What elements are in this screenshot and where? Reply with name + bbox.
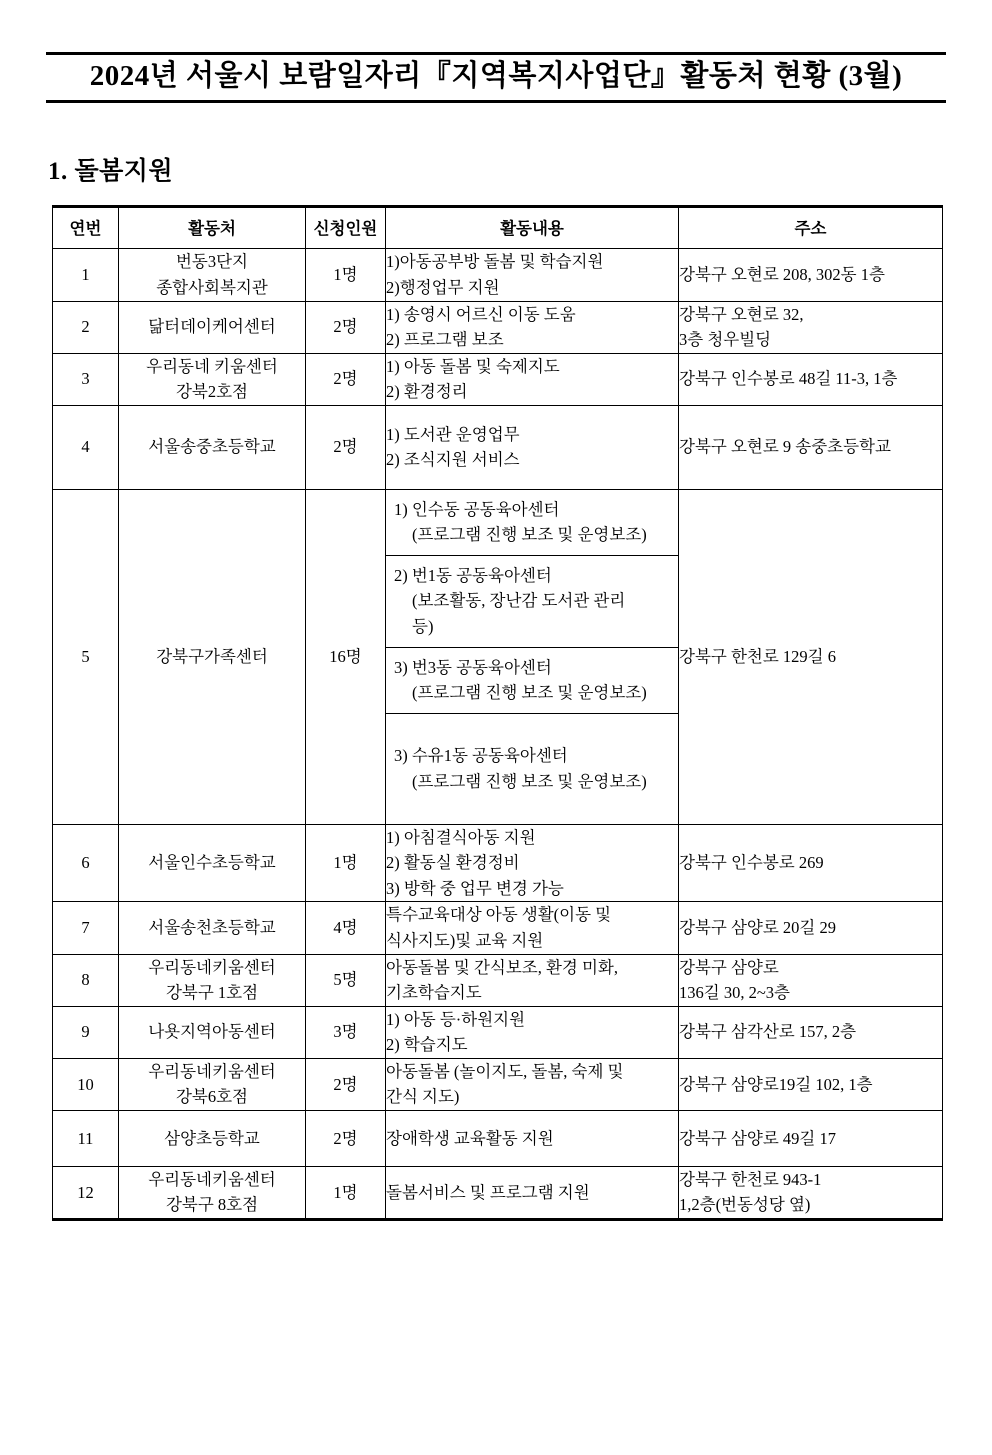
address-line: 강북구 삼양로19길 102, 1층 [679,1074,873,1094]
activity-line: 2) 번1동 공동육아센터 [394,565,552,585]
activity-line: 돌봄서비스 및 프로그램 지원 [386,1182,590,1202]
cell-address [679,1058,943,1110]
address-line: 강북구 삼양로 [679,957,779,977]
cell-site [119,824,306,902]
activity-line: (프로그램 진행 보조 및 운영보조) [412,683,647,703]
activity-subcell-body [386,647,678,713]
cell-no: 1 [53,249,119,301]
activity-subcell-table [386,490,678,824]
cell-count: 16명 [306,489,386,824]
cell-no: 10 [53,1058,119,1110]
activity-line: 등) [412,617,434,636]
table-row [53,1058,943,1110]
site-line: 우리동네키움센터 [148,957,276,977]
cell-address [679,1006,943,1058]
cell-activity [386,353,679,405]
site-line: 서울인수초등학교 [148,853,276,873]
cell-address [679,249,943,301]
cell-activity-group [386,489,679,824]
activity-subcell [386,490,678,556]
cell-count: 2명 [306,301,386,353]
table-row [53,405,943,489]
cell-site [119,1058,306,1110]
cell-count: 1명 [306,249,386,301]
cell-site [119,249,306,301]
site-line: 강북구가족센터 [156,646,268,666]
table-row [53,1110,943,1166]
column-header-address: 주소 [679,207,943,249]
table-container [52,205,942,1221]
activity-line: (프로그램 진행 보조 및 운영보조) [412,771,647,791]
site-line: 서울송중초등학교 [148,437,276,457]
site-line: 강북6호점 [175,1087,248,1107]
cell-count: 1명 [306,824,386,902]
cell-no: 2 [53,301,119,353]
cell-count: 1명 [306,1166,386,1219]
activity-line: 2) 활동실 환경정비 [386,853,520,873]
cell-address [679,489,943,824]
activity-line: 1) 아동 돌봄 및 숙제지도 [386,356,560,376]
activity-line: (보조활동, 장난감 도서관 관리 [412,591,626,611]
document-title-block [46,52,946,103]
activity-subcell-body [386,713,678,824]
address-line: 강북구 삼각산로 157, 2층 [679,1022,857,1042]
cell-address [679,1110,943,1166]
address-line: 강북구 인수봉로 48길 11-3, 1층 [679,369,898,389]
column-header-site: 활동처 [119,207,306,249]
section-heading: 1. 돌봄지원 [48,158,174,186]
table-row [53,824,943,902]
activity-line: 1)아동공부방 돌봄 및 학습지원 [386,252,604,272]
cell-activity [386,1006,679,1058]
address-line: 강북구 한천로 129길 6 [679,646,836,666]
cell-site [119,1006,306,1058]
site-line: 우리동네키움센터 [148,1061,276,1081]
cell-address [679,405,943,489]
address-line: 강북구 인수봉로 269 [679,853,824,873]
address-line: 강북구 오현로 9 송중초등학교 [679,437,891,457]
site-line: 삼양초등학교 [164,1128,260,1148]
cell-count: 5명 [306,954,386,1006]
column-header-no: 연번 [53,207,119,249]
cell-activity [386,954,679,1006]
activity-line: 2) 프로그램 보조 [386,330,504,350]
activity-line: 아동돌봄 (놀이지도, 돌봄, 숙제 및 [386,1061,624,1081]
activity-line: 장애학생 교육활동 지원 [386,1128,554,1148]
address-line: 강북구 한천로 943-1 [679,1169,822,1189]
activity-subcell-body [386,555,678,647]
cell-no: 8 [53,954,119,1006]
cell-no: 6 [53,824,119,902]
site-line: 우리동네키움센터 [148,1169,276,1189]
column-header-count: 신청인원 [306,207,386,249]
site-line: 종합사회복지관 [156,277,268,297]
cell-no: 11 [53,1110,119,1166]
address-line: 3층 청우빌딩 [679,330,772,350]
site-line: 강북구 1호점 [165,983,259,1003]
page-title: 2024년 서울시 보람일자리『지역복지사업단』활동처 현황 (3월) [89,60,903,92]
activity-line: 2) 조식지원 서비스 [386,450,520,470]
address-line: 강북구 삼양로 20길 29 [679,918,836,938]
activity-subcell-body [386,490,678,556]
cell-address [679,902,943,954]
cell-no: 4 [53,405,119,489]
activity-line: 특수교육대상 아동 생활(이동 및 [386,905,612,925]
activity-line: 2)행정업무 지원 [386,277,500,297]
cell-site [119,405,306,489]
cell-activity [386,1166,679,1219]
site-line: 번동3단지 [175,252,248,272]
table-row [53,301,943,353]
site-line: 나욧지역아동센터 [148,1022,276,1042]
activity-line: 1) 도서관 운영업무 [386,424,520,444]
cell-activity [386,1058,679,1110]
cell-count: 2명 [306,1110,386,1166]
activity-line: 2) 학습지도 [386,1035,468,1055]
cell-address [679,301,943,353]
cell-activity [386,301,679,353]
activity-sites-table [52,205,943,1221]
activity-line: 3) 번3동 공동육아센터 [394,657,552,677]
site-line: 강북2호점 [175,382,248,402]
cell-count: 2명 [306,1058,386,1110]
table-row [53,902,943,954]
activity-subcell [386,713,678,824]
activity-line: 1) 아동 등·하원지원 [386,1009,526,1029]
activity-line: 2) 환경정리 [386,382,468,402]
table-row [53,249,943,301]
cell-no: 12 [53,1166,119,1219]
activity-line: 간식 지도) [386,1087,460,1107]
cell-site [119,489,306,824]
cell-site [119,1166,306,1219]
table-row [53,1166,943,1219]
cell-address [679,1166,943,1219]
cell-activity [386,824,679,902]
cell-count: 2명 [306,405,386,489]
cell-no: 5 [53,489,119,824]
activity-line: 기초학습지도 [386,983,482,1003]
cell-no: 3 [53,353,119,405]
site-line: 닮터데이케어센터 [148,317,276,337]
activity-subcell [386,555,678,647]
activity-line: 아동돌봄 및 간식보조, 환경 미화, [386,957,618,977]
table-row [53,1006,943,1058]
cell-activity [386,405,679,489]
cell-site [119,954,306,1006]
cell-site [119,1110,306,1166]
column-header-activity: 활동내용 [386,207,679,249]
activity-line: (프로그램 진행 보조 및 운영보조) [412,525,647,545]
table-row [53,353,943,405]
address-line: 강북구 오현로 32, [679,304,804,324]
cell-address [679,824,943,902]
site-line: 우리동네 키움센터 [146,356,278,376]
table-header-row [53,207,943,249]
table-row [53,489,943,824]
cell-address [679,353,943,405]
cell-address [679,954,943,1006]
document-page [0,52,992,1455]
activity-line: 3) 방학 중 업무 변경 가능 [386,878,564,898]
activity-line: 3) 수유1동 공동육아센터 [394,746,568,766]
cell-count: 3명 [306,1006,386,1058]
cell-activity [386,249,679,301]
address-line: 1,2층(번동성당 옆) [679,1195,811,1215]
activity-line: 1) 송영시 어르신 이동 도움 [386,304,576,324]
cell-no: 9 [53,1006,119,1058]
table-row [53,954,943,1006]
activity-line: 1) 아침결식아동 지원 [386,827,536,847]
site-line: 서울송천초등학교 [148,918,276,938]
site-line: 강북구 8호점 [165,1195,259,1215]
cell-activity [386,902,679,954]
activity-line: 1) 인수동 공동육아센터 [394,499,560,519]
activity-subcell [386,647,678,713]
activity-line: 식사지도)및 교육 지원 [386,930,544,950]
cell-count: 4명 [306,902,386,954]
cell-site [119,902,306,954]
cell-activity [386,1110,679,1166]
cell-site [119,301,306,353]
cell-count: 2명 [306,353,386,405]
address-line: 136길 30, 2~3층 [679,983,790,1003]
address-line: 강북구 삼양로 49길 17 [679,1128,836,1148]
cell-no: 7 [53,902,119,954]
table-body [53,249,943,1220]
cell-site [119,353,306,405]
address-line: 강북구 오현로 208, 302동 1층 [679,265,885,285]
